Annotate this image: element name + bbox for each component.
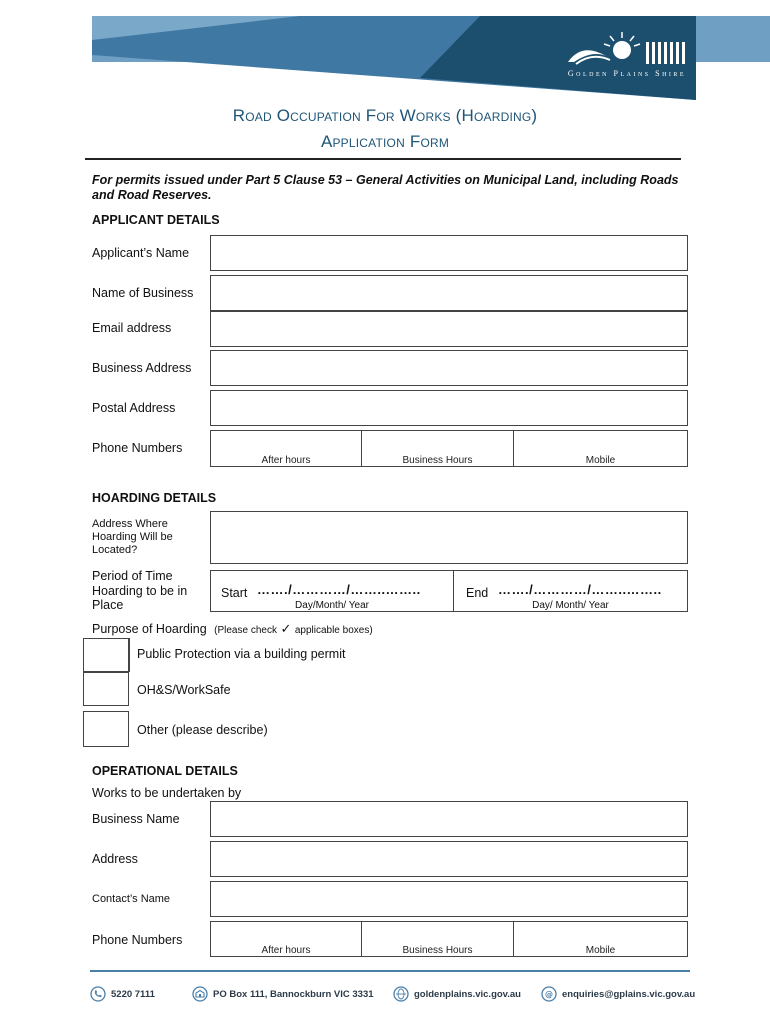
end-date-dots: ……./…………/……..…….. [498,582,662,597]
phone-icon [90,986,106,1002]
start-label: Start [221,586,248,600]
phone-col-label: Mobile [585,945,616,956]
golden-plains-logo [562,28,692,84]
option-public-protection-checkbox[interactable] [83,638,129,672]
at-icon [541,986,557,1002]
phone-numbers-label: Phone Numbers [92,441,183,455]
business-name-label: Name of Business [92,286,194,300]
op-address-label: Address [92,852,138,866]
phone-numbers-group [210,430,688,467]
op-phone-label: Phone Numbers [92,933,183,947]
end-date-format: Day/ Month/ Year [532,600,609,611]
footer-website[interactable] [393,986,521,1002]
hoarding-heading: HOARDING DETAILS [92,491,217,505]
purpose-note-prefix: (Please check [214,625,277,636]
phone-col-label: After hours [261,455,311,466]
op-phone-group [210,921,688,957]
phone-mobile-field[interactable] [514,431,687,466]
period-group [210,570,688,612]
op-phone-after-hours-field[interactable] [211,922,362,956]
footer-address-text: PO Box 111, Bannockburn VIC 3331 [213,988,374,1000]
svg-text:@: @ [545,990,553,999]
purpose-note-suffix: applicable boxes) [294,625,373,636]
applicant-heading: APPLICANT DETAILS [92,213,220,227]
email-field[interactable] [210,311,688,347]
applicant-name-field[interactable] [210,235,688,271]
business-address-field[interactable] [210,350,688,386]
postal-address-field[interactable] [210,390,688,426]
applicant-name-label: Applicant’s Name [92,246,190,260]
op-phone-business-hours-field[interactable] [362,922,514,956]
footer-phone-text: 5220 7111 [111,988,155,1000]
hoarding-address-label: Address Where Hoarding Will be Located? [92,518,173,556]
phone-business-hours-field[interactable] [362,431,514,466]
footer-website-text: goldenplains.vic.gov.au [414,988,521,1000]
option-divider [129,638,130,672]
start-date-format: Day/Month/ Year [295,600,369,611]
operational-heading: OPERATIONAL DETAILS [92,764,238,778]
end-date-field[interactable] [454,571,687,611]
op-business-name-field[interactable] [210,801,688,837]
start-date-dots: ……./…………/……..…….. [257,582,421,597]
option-public-protection-label: Public Protection via a building permit [137,647,346,661]
op-address-field[interactable] [210,841,688,877]
form-title-line1: Road Occupation For Works (Hoarding) [232,106,538,125]
business-name-field[interactable] [210,275,688,311]
footer-address [192,986,374,1002]
option-other-label: Other (please describe) [137,723,268,737]
logo-text: Golden Plains Shire [567,69,687,78]
footer-phone [90,986,155,1002]
op-business-name-label: Business Name [92,812,180,826]
email-label: Email address [92,321,172,335]
op-phone-mobile-field[interactable] [514,922,687,956]
footer-email[interactable] [541,986,695,1002]
globe-icon [393,986,409,1002]
building-icon [192,986,208,1002]
form-title-line2: Application Form [320,132,450,151]
option-ohs-checkbox[interactable] [83,672,129,706]
option-ohs-label: OH&S/WorkSafe [137,683,231,697]
op-contact-label: Contact’s Name [92,893,171,905]
option-other-checkbox[interactable] [83,711,129,747]
intro-text: For permits issued under Part 5 Clause 53 – General Activities on Municipal Land, including Roads and Road Reserves. [92,173,679,202]
period-label: Period of Time Hoarding to be in Place [92,569,188,612]
phone-col-label: After hours [261,945,311,956]
footer-divider [90,970,690,972]
operational-sub: Works to be undertaken by [92,786,242,800]
phone-after-hours-field[interactable] [211,431,362,466]
phone-col-label: Mobile [585,455,616,466]
hoarding-address-field[interactable] [210,511,688,564]
checkmark-icon: ✓ [280,621,292,636]
op-contact-field[interactable] [210,881,688,917]
phone-col-label: Business Hours [402,455,473,466]
purpose-row [92,621,373,637]
phone-col-label: Business Hours [402,945,473,956]
footer-email-text: enquiries@gplains.vic.gov.au [562,988,696,1000]
postal-address-label: Postal Address [92,401,176,415]
title-divider [85,158,681,160]
purpose-label: Purpose of Hoarding [92,622,207,636]
end-label: End [466,586,489,600]
business-address-label: Business Address [92,361,192,375]
sun-logo-icon [562,28,692,68]
start-date-field[interactable] [211,571,454,611]
